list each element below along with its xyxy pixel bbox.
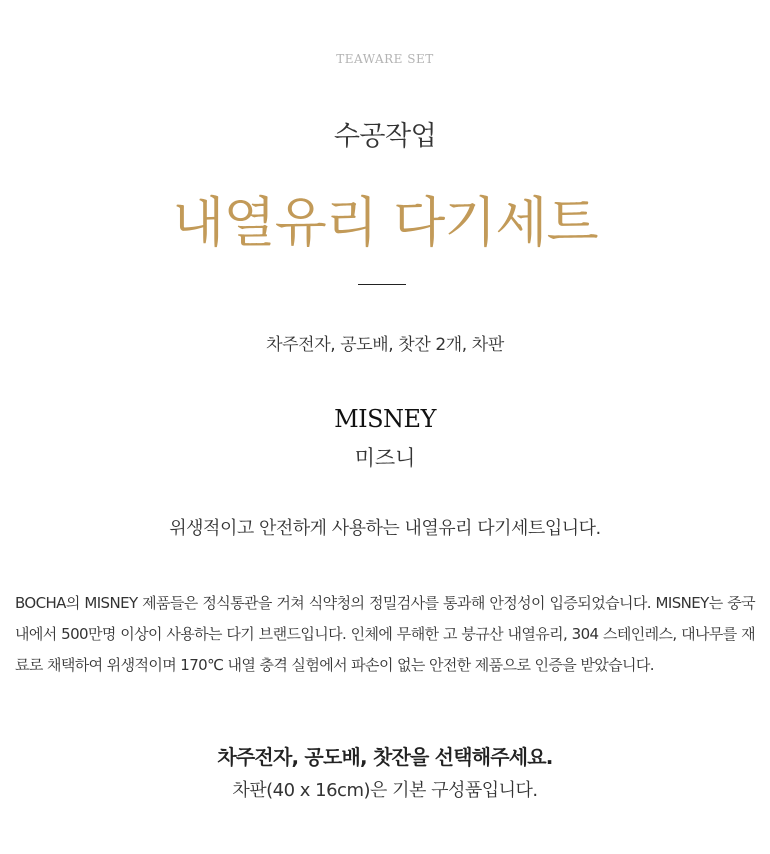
product-description: BOCHA의 MISNEY 제품들은 정식통관을 거쳐 식약청의 정밀검사를 통과해 안정성이 입증되었습니다. MISNEY는 중국 내에서 500만명 이상이 사용하는 다기 브랜드입니다. 인체에 무해한 고 붕규산 내열유리, 304 스테인레스, 대나무를 재료로 채택하여 위생적이며 170℃ 내열 충격 실험에서 파손이 없는 안전한 제품으로 인증을 받았습니다. bbox=[15, 594, 755, 674]
set-components: 차주전자, 공도배, 찻잔 2개, 차판 bbox=[266, 335, 504, 355]
title-divider bbox=[358, 284, 406, 285]
selection-prompt: 차주전자, 공도배, 찻잔을 선택해주세요. bbox=[217, 745, 553, 769]
product-title: 내열유리 다기세트 bbox=[172, 191, 598, 254]
included-note: 차판(40 x 16cm)은 기본 구성품입니다. bbox=[232, 780, 538, 801]
section-eyebrow: TEAWARE SET bbox=[336, 52, 434, 66]
brand-name-en: MISNEY bbox=[334, 405, 436, 433]
product-tagline: 위생적이고 안전하게 사용하는 내열유리 다기세트입니다. bbox=[169, 518, 601, 539]
product-subtitle: 수공작업 bbox=[333, 121, 437, 152]
brand-name-ko: 미즈니 bbox=[354, 446, 416, 470]
